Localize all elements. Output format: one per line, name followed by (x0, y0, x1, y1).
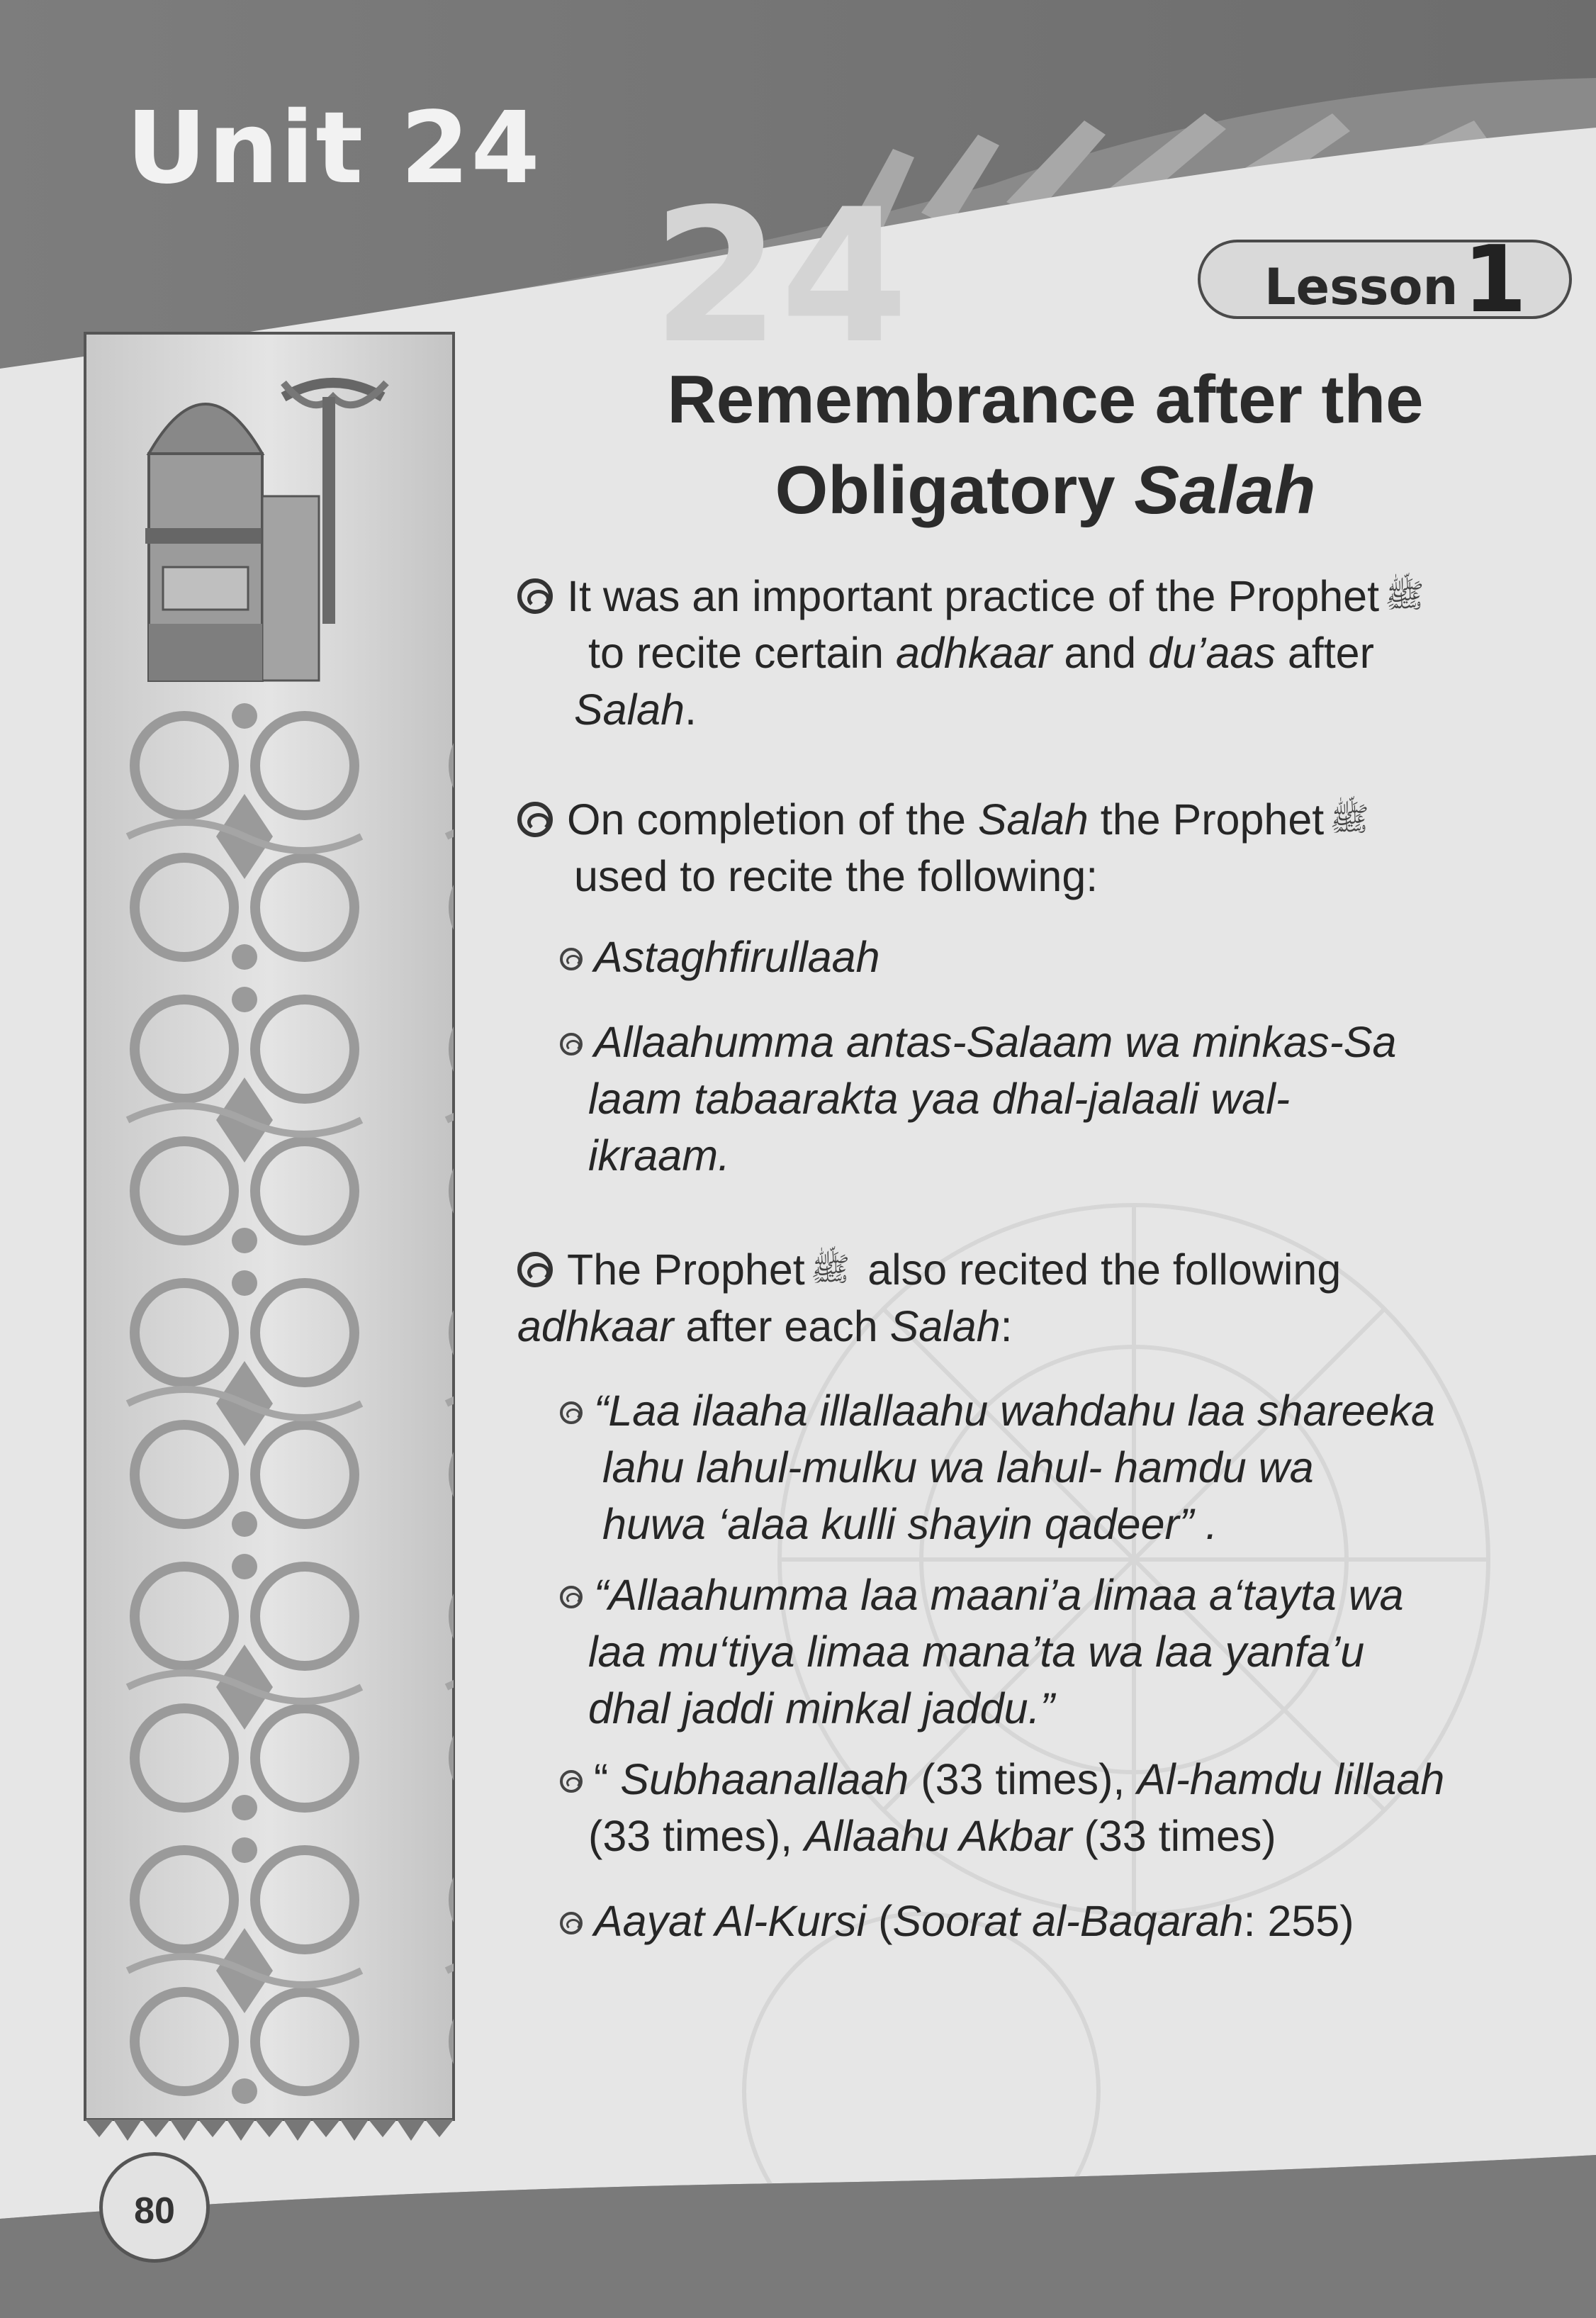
title-line-1: Remembrance after the (667, 362, 1424, 437)
spiral-bullet-icon (560, 1401, 583, 1424)
unit-title: Unit 24 (126, 91, 541, 206)
title-line-2: Obligatory Salah (775, 452, 1316, 528)
page-number-badge (99, 2152, 210, 2263)
paragraph-1: It was an important practice of the Prophet ﷺ to recite certain adhkaar and du’aas after Salah. (517, 567, 1538, 738)
list-item: Allaahumma antas-Salaam wa minkas-Sa laam tabaarakta yaa dhal-jalaali wal- ikraam. (560, 1014, 1552, 1184)
lesson-label: Lesson (1264, 258, 1459, 316)
lesson-badge (1198, 225, 1572, 333)
dhikr-list-2 (560, 1382, 1566, 1949)
spiral-bullet-icon (517, 802, 553, 837)
spiral-bullet-icon (560, 948, 583, 970)
list-item: Aayat Al-Kursi (Soorat al-Baqarah: 255) (560, 1893, 1566, 1949)
spiral-bullet-icon (517, 578, 553, 614)
list-item: “ Subhaanallaah (33 times), Al-hamdu lillaah (33 times), Allaahu Akbar (33 times) (560, 1751, 1566, 1864)
list-item: Astaghfirullaah (560, 929, 1552, 985)
spiral-bullet-icon (560, 1586, 583, 1608)
salutation-glyph: ﷺ (1330, 800, 1369, 837)
spiral-bullet-icon (517, 1252, 553, 1287)
salutation-glyph: ﷺ (1385, 577, 1424, 614)
lesson-number: 1 (1463, 225, 1527, 333)
paragraph-2: On completion of the Salah the Prophet ﷺ used to recite the following: (517, 790, 1538, 905)
page-number: 80 (134, 2190, 175, 2232)
spiral-bullet-icon (560, 1770, 583, 1793)
svg-text:24: 24 (652, 170, 909, 384)
page-title (461, 354, 1596, 536)
salutation-glyph: ﷺ (810, 1250, 850, 1287)
spiral-bullet-icon (560, 1033, 583, 1056)
spiral-bullet-icon (560, 1912, 583, 1935)
list-item: “Allaahumma laa maani’a limaa a‘tayta wa laa mu‘tiya limaa mana’ta wa laa yanfa’u dhal jaddi minkal jaddu.” (560, 1567, 1566, 1737)
paragraph-3: The Prophet ﷺ also recited the following adhkaar after each Salah: (517, 1241, 1538, 1355)
dhikr-list-1 (560, 929, 1552, 1184)
list-item: “Laa ilaaha illallaahu wahdahu laa shareeka lahu lahul-mulku wa lahul- hamdu wa huwa ‘alaa kulli shayin qadeer” . (560, 1382, 1566, 1552)
